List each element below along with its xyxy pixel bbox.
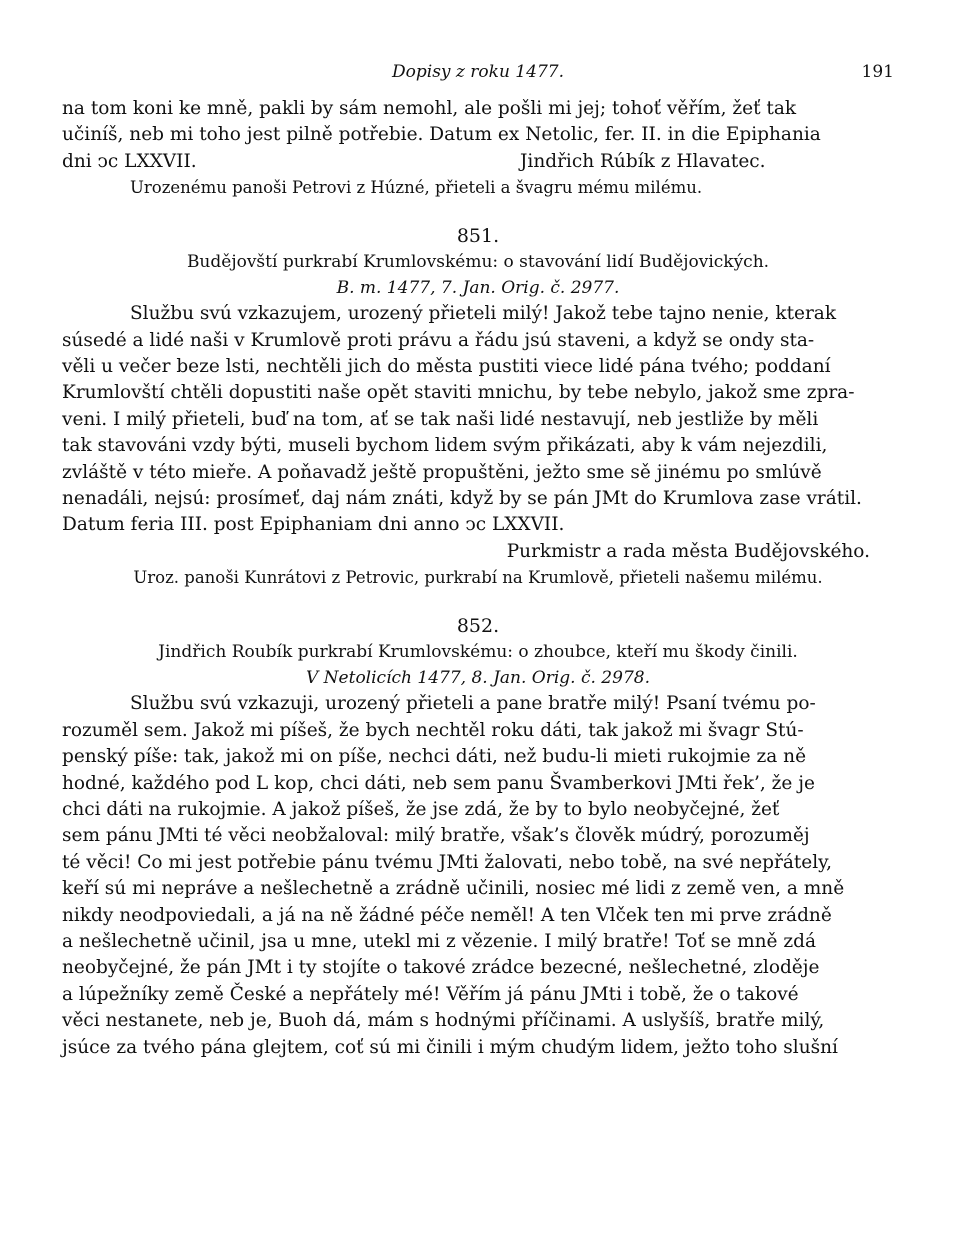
text-line: penský píše: tak, jakož mi on píše, nechci dáti, než budu-li mieti rukojmie za ně bbox=[62, 746, 807, 768]
text-line: zvláště v této mieře. A poňavadž ještě propuštěni, ježto sme sě jinému po smlúvě bbox=[62, 461, 822, 483]
text-line: a nešlechetně učinil, jsa u mne, utekl mi z vězenie. I milý bratře! Toť se mně zdá bbox=[62, 930, 816, 952]
text-line: tak stavováni vzdy býti, museli bychom lidem svým přikázati, aby k vám nejezdili, bbox=[62, 435, 828, 457]
text-line: na tom koni ke mně, pakli by sám nemohl, ale pošli mi jej; tohoť věřím, žeť tak bbox=[62, 98, 797, 119]
letter-number: 852. bbox=[456, 615, 500, 638]
letter-source: B. m. 1477, 7. Jan. Orig. č. 2977. bbox=[336, 278, 620, 299]
text-line: Krumlovští chtěli dopustiti naše opět staviti mnichu, by tebe nebylo, jakož sme zpra- bbox=[62, 382, 855, 404]
text-line: sem pánu JMti té věci neobžaloval: milý bratře, však’s člověk múdrý, porozuměj bbox=[62, 825, 810, 847]
text-line: učiníš, neb mi toho jest pilně potřebie. Datum ex Netolic, fer. II. in die Epiphania bbox=[62, 124, 821, 146]
text-line: rozuměl sem. Jakož mi píšeš, že bych nechtěl roku dáti, tak jakož mi švagr Stú- bbox=[62, 719, 804, 741]
running-title: Dopisy z roku 1477. bbox=[392, 62, 564, 82]
closing-line bbox=[62, 149, 894, 175]
text-line: věci nestanete, neb je, Buoh dá, mám s hodnými příčinami. A uslyšíš, bratře milý, bbox=[62, 1010, 825, 1032]
letter-summary: Jindřich Roubík purkrabí Krumlovskému: o zhoubce, kteří mu škody činili. bbox=[158, 642, 798, 663]
address-line: Urozenému panoši Petrovi z Húzné, přieteli a švagru mému milému. bbox=[130, 178, 703, 198]
text-line: keří sú mi nepráve a nešlechetně a zrádně učinili, nosiec mé lidi z země ven, a mně bbox=[62, 878, 845, 900]
closing-date: dni ↄc LXXVII. bbox=[62, 150, 197, 172]
running-header bbox=[62, 56, 894, 96]
text-line: té věci! Co mi jest potřebie pánu tvému JMti žalovati, nebo tobě, na své nepřátely, bbox=[62, 851, 833, 873]
text-line: neobyčejné, že pán JMt i ty stojíte o takové zrádce bezecné, nešlechetné, zloděje bbox=[62, 957, 820, 979]
text-line: nikdy neodpoviedali, a já na ně žádné péče neměl! A ten Vlček ten mi prve zrádně bbox=[62, 904, 832, 926]
text-line: Službu svú vzkazujem, urozený přieteli milý! Jakož tebe tajno nenie, kterak bbox=[130, 303, 837, 325]
signature: Jindřich Rúbík z Hlavatec. bbox=[520, 150, 766, 172]
closing-date: Datum feria III. post Epiphaniam dni anno ↄc LXXVII. bbox=[62, 514, 565, 536]
document-page bbox=[62, 56, 894, 1061]
text-line: Službu svú vzkazuji, urozený přieteli a pane bratře milý! Psaní tvému po- bbox=[130, 693, 816, 715]
letter-summary: Budějovští purkrabí Krumlovskému: o stavování lidí Budějovických. bbox=[186, 252, 770, 273]
text-line: věli u večer beze lsti, nechtěli jich do města pustiti viece lidé pána tvého; poddaní bbox=[62, 356, 831, 378]
letter-number: 851. bbox=[456, 225, 500, 248]
text-line: veni. I milý přieteli, buď na tom, ať se tak naši lidé nestavují, neb jestliže by měli bbox=[62, 408, 819, 430]
text-line: nenadáli, nejsú: prosímeť, daj nám znáti, když by se pán JMt do Krumlova zase vrátil. bbox=[62, 488, 862, 510]
text-line: a lúpežníky země České a nepřátely mé! Věřím já pánu JMti i tobě, že o takové bbox=[62, 983, 799, 1005]
letter-source: V Netolicích 1477, 8. Jan. Orig. č. 2978. bbox=[306, 668, 650, 689]
previous-letter-continuation bbox=[62, 96, 894, 201]
letter-851 bbox=[62, 223, 894, 591]
address-line: Uroz. panoši Kunrátovi z Petrovic, purkrabí na Krumlově, přieteli našemu milému. bbox=[133, 568, 823, 588]
text-line: chci dáti na rukojmie. A jakož píšeš, že jse zdá, že by to bylo neobyčejné, žeť bbox=[62, 798, 780, 820]
text-line: hodné, každého pod L kop, chci dáti, neb sem panu Švamberkovi JMti řek’, že je bbox=[62, 772, 815, 794]
page-number: 191 bbox=[861, 62, 894, 82]
text-line: jsúce za tvého pána glejtem, coť sú mi činili i mým chudým lidem, ježto toho slušní bbox=[62, 1036, 838, 1058]
text-line: súsedé a lidé naši v Krumlově proti právu a řádu jsú staveni, a když se ondy sta- bbox=[62, 329, 815, 351]
letter-852 bbox=[62, 613, 894, 1061]
signature: Purkmistr a rada města Budějovského. bbox=[506, 540, 870, 562]
